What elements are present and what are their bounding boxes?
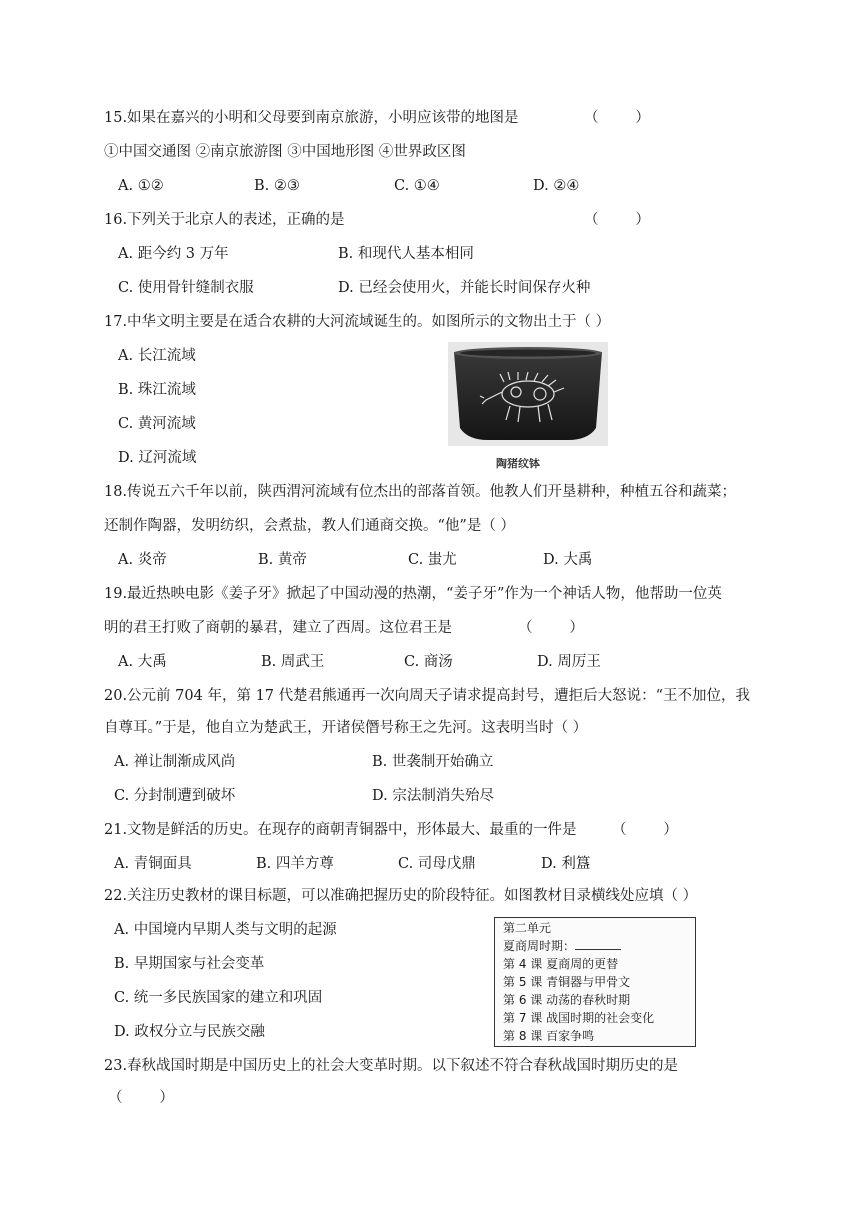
q22-option-a: A. 中国境内早期人类与文明的起源 [114,922,337,938]
q20-option-a: A. 禅让制渐成风尚 [114,754,236,770]
q16-option-b: B. 和现代人基本相同 [338,246,474,262]
q22-stem: 22.关注历史教材的课目标题，可以准确把握历史的阶段特征。如图教材目录横线处应填（ ） [104,888,698,904]
q15-items: ①中国交通图 ②南京旅游图 ③中国地形图 ④世界政区图 [104,144,466,160]
q20-option-d: D. 宗法制消失殆尽 [372,788,494,804]
q21-option-b: B. 四羊方尊 [256,856,334,872]
q15-option-b: B. ②③ [254,178,300,194]
q19-answer-paren: （ ） [518,620,584,636]
toc-blank-line [575,938,621,950]
toc-lesson: 第 4 课 夏商周的更替 [503,957,619,971]
q18-option-d: D. 大禹 [543,552,593,568]
q21-option-d: D. 利簋 [541,856,591,872]
q16-option-a: A. 距今约 3 万年 [118,246,229,262]
toc-lesson: 第 6 课 动荡的春秋时期 [503,993,631,1007]
q22-option-c: C. 统一多民族国家的建立和巩固 [114,990,323,1006]
q18-stem-line1: 18.传说五六千年以前，陕西渭河流域有位杰出的部落首领。他教人们开垦耕种，种植五谷和蔬菜； [104,484,737,500]
textbook-toc-figure [494,917,696,1047]
figure-caption: 陶猪纹钵 [496,458,540,470]
q17-option-d: D. 辽河流域 [118,450,197,466]
q15-option-d: D. ②④ [533,178,580,194]
q21-answer-paren: （ ） [612,822,678,838]
pig-pattern-bowl-illustration [448,342,608,446]
q19-stem-line1: 19.最近热映电影《姜子牙》掀起了中国动漫的热潮，“姜子牙”作为一个神话人物，他帮助一位英 [104,586,722,602]
q17-option-c: C. 黄河流域 [118,416,196,432]
toc-lesson: 第 5 课 青铜器与甲骨文 [503,975,631,989]
q20-option-c: C. 分封制遭到破坏 [114,788,236,804]
toc-period-label: 夏商周时期： [503,939,576,953]
q23-answer-paren: （ ） [108,1090,174,1106]
q18-stem-line2: 还制作陶器，发明纺织，会煮盐，教人们通商交换。“他”是（ ） [104,518,515,534]
q17-stem: 17.中华文明主要是在适合农耕的大河流域诞生的。如图所示的文物出土于（ ） [104,314,611,330]
q15-option-c: C. ①④ [394,178,440,194]
q19-option-b: B. 周武王 [261,654,325,670]
q15-answer-paren: （ ） [584,110,650,126]
q19-option-c: C. 商汤 [404,654,453,670]
pottery-bowl-image [448,342,608,446]
q20-option-b: B. 世袭制开始确立 [372,754,494,770]
q22-option-d: D. 政权分立与民族交融 [114,1024,265,1040]
q19-option-d: D. 周厉王 [537,654,601,670]
q16-stem: 16.下列关于北京人的表述，正确的是 [104,212,345,228]
q18-option-b: B. 黄帝 [258,552,307,568]
q19-option-a: A. 大禹 [118,654,167,670]
q20-stem-line2: 自尊耳。”于是，他自立为楚武王，开诸侯僭号称王之先河。这表明当时（ ） [104,720,588,736]
q18-option-c: C. 蚩尤 [408,552,457,568]
toc-lesson: 第 8 课 百家争鸣 [503,1029,595,1043]
toc-period-row [503,938,621,954]
q21-option-a: A. 青铜面具 [114,856,192,872]
toc-lesson: 第 7 课 战国时期的社会变化 [503,1011,655,1025]
q18-option-a: A. 炎帝 [118,552,167,568]
q21-stem: 21.文物是鲜活的历史。在现存的商朝青铜器中，形体最大、最重的一件是 [104,822,577,838]
q15-option-a: A. ①② [118,178,164,194]
q19-stem-line2: 明的君王打败了商朝的暴君，建立了西周。这位君王是 [104,620,452,636]
q17-option-a: A. 长江流域 [118,348,196,364]
q23-stem: 23.春秋战国时期是中国历史上的社会大变革时期。以下叙述不符合春秋战国时期历史的是 [104,1058,679,1074]
q15-stem: 15.如果在嘉兴的小明和父母要到南京旅游，小明应该带的地图是 [104,110,519,126]
q16-answer-paren: （ ） [584,212,650,228]
q17-option-b: B. 珠江流域 [118,382,196,398]
q21-option-c: C. 司母戊鼎 [398,856,476,872]
q20-stem-line1: 20.公元前 704 年，第 17 代楚君熊通再一次向周天子请求提高封号，遭拒后大怒说：“王不加位，我 [104,688,751,704]
q16-option-d: D. 已经会使用火，并能长时间保存火种 [338,280,591,296]
q22-option-b: B. 早期国家与社会变革 [114,956,265,972]
toc-unit-title: 第二单元 [503,921,552,935]
q16-option-c: C. 使用骨针缝制衣服 [118,280,254,296]
